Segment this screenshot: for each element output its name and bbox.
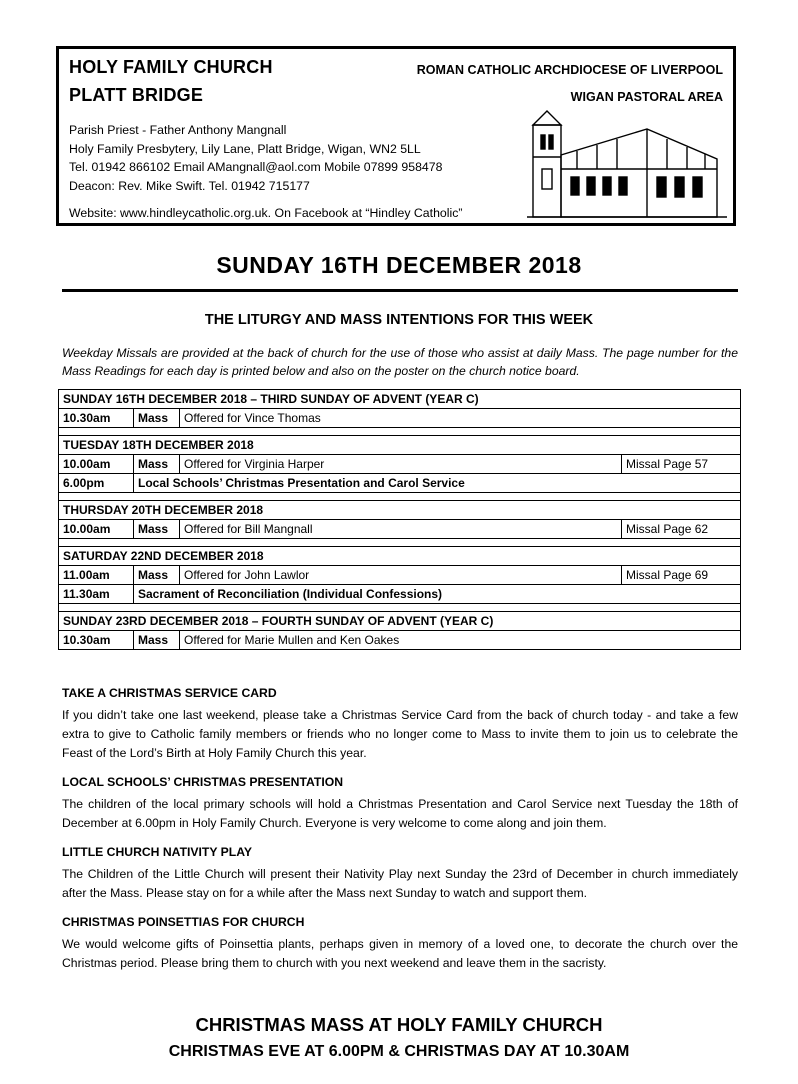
mass-intention: Offered for Vince Thomas [180, 409, 741, 428]
table-row [59, 501, 741, 520]
service-type: Mass [134, 455, 180, 474]
notice-title: CHRISTMAS POINSETTIAS FOR CHURCH [62, 915, 305, 929]
church-location: PLATT BRIDGE [69, 85, 204, 105]
title-divider [62, 289, 738, 292]
notice-title: TAKE A CHRISTMAS SERVICE CARD [62, 686, 277, 700]
event-time: 11.30am [59, 585, 134, 604]
church-name: HOLY FAMILY CHURCH [69, 57, 273, 77]
notice-body: The children of the local primary schools will hold a Christmas Presentation and Carol Service next Tuesday the 18th of December at 6.00pm in Holy Family Church. Everyone is very welcome to come along and join them. [62, 797, 738, 830]
day-heading: SUNDAY 23RD DECEMBER 2018 – FOURTH SUNDAY OF ADVENT (YEAR C) [59, 612, 741, 631]
table-row [59, 455, 741, 474]
christmas-mass-times: CHRISTMAS EVE AT 6.00PM & CHRISTMAS DAY AT 10.30AM [168, 1043, 630, 1060]
presbytery-address: Holy Family Presbytery, Lily Lane, Platt Bridge, Wigan, WN2 5LL [69, 141, 421, 156]
mass-time: 10.00am [59, 520, 134, 539]
notice-body: If you didn’t take one last weekend, please take a Christmas Service Card from the back of church today - and take a few extra to give to Catholic family members or friends who no longer come to Mass to invite them to join us to celebrate the Feast of the Lord’s Birth at Holy Family Church this year. [62, 708, 738, 760]
day-heading: SATURDAY 22ND DECEMBER 2018 [59, 547, 741, 566]
bulletin-date-title: SUNDAY 16TH DECEMBER 2018 [216, 252, 582, 278]
mass-intention: Offered for Bill Mangnall [180, 520, 622, 539]
deacon: Deacon: Rev. Mike Swift. Tel. 01942 715177 [69, 178, 310, 193]
notice-body: We would welcome gifts of Poinsettia plants, perhaps given in memory of a loved one, to decorate the church over the Christmas period. Please bring them to church with you next weekend and leave them in the sacristy. [62, 937, 738, 970]
table-row [59, 612, 741, 631]
diocese-name: ROMAN CATHOLIC ARCHDIOCESE OF LIVERPOOL [416, 63, 723, 77]
notice-schools-presentation [62, 775, 738, 833]
day-heading: SUNDAY 16TH DECEMBER 2018 – THIRD SUNDAY OF ADVENT (YEAR C) [59, 390, 741, 409]
service-type: Mass [134, 566, 180, 585]
website-line: Website: www.hindleycatholic.org.uk. On Facebook at “Hindley Catholic” [69, 206, 463, 220]
table-spacer [59, 539, 741, 547]
table-row [59, 409, 741, 428]
table-spacer [59, 604, 741, 612]
missal-page: Missal Page 62 [622, 520, 741, 539]
service-type: Mass [134, 631, 180, 650]
notice-title: LITTLE CHURCH NATIVITY PLAY [62, 845, 253, 859]
notice-title: LOCAL SCHOOLS’ CHRISTMAS PRESENTATION [62, 775, 344, 789]
event-time: 6.00pm [59, 474, 134, 493]
table-row [59, 631, 741, 650]
mass-intention: Offered for John Lawlor [180, 566, 622, 585]
liturgy-heading: THE LITURGY AND MASS INTENTIONS FOR THIS WEEK [204, 312, 594, 328]
mass-time: 10.00am [59, 455, 134, 474]
mass-schedule-table [58, 389, 741, 650]
service-type: Mass [134, 520, 180, 539]
mass-time: 10.30am [59, 409, 134, 428]
mass-time: 11.00am [59, 566, 134, 585]
table-row [59, 474, 741, 493]
notice-christmas-card [62, 686, 738, 763]
table-spacer [59, 493, 741, 501]
table-row [59, 547, 741, 566]
event-description: Sacrament of Reconciliation (Individual Confessions) [134, 585, 741, 604]
contact-block [69, 121, 442, 195]
table-row [59, 436, 741, 455]
notice-nativity-play [62, 845, 738, 903]
mass-intention: Offered for Marie Mullen and Ken Oakes [180, 631, 741, 650]
table-row [59, 390, 741, 409]
church-drawing-icon [527, 107, 727, 219]
service-type: Mass [134, 409, 180, 428]
pastoral-area: WIGAN PASTORAL AREA [570, 90, 723, 104]
mass-time: 10.30am [59, 631, 134, 650]
notice-body: The Children of the Little Church will present their Nativity Play next Sunday the 23rd of December in church immediately after the Mass. Please stay on for a while after the Mass next Sunday to watch and support them. [62, 867, 738, 900]
day-heading: THURSDAY 20TH DECEMBER 2018 [59, 501, 741, 520]
table-row [59, 585, 741, 604]
notices-section [62, 686, 738, 985]
christmas-mass-heading: CHRISTMAS MASS AT HOLY FAMILY CHURCH [195, 1014, 603, 1035]
missal-intro: Weekday Missals are provided at the back of church for the use of those who assist at daily Mass. The page number for the Mass Readings for each day is printed below and also on the poster on the church notice board. [62, 346, 738, 378]
notice-poinsettias [62, 915, 738, 973]
contact-details: Tel. 01942 866102 Email AMangnall@aol.com Mobile 07899 958478 [69, 160, 443, 174]
table-row [59, 520, 741, 539]
missal-page: Missal Page 69 [622, 566, 741, 585]
table-spacer [59, 428, 741, 436]
event-description: Local Schools’ Christmas Presentation and Carol Service [134, 474, 741, 493]
mass-intention: Offered for Virginia Harper [180, 455, 622, 474]
missal-page: Missal Page 57 [622, 455, 741, 474]
parish-header [56, 46, 736, 226]
day-heading: TUESDAY 18TH DECEMBER 2018 [59, 436, 741, 455]
parish-priest: Parish Priest - Father Anthony Mangnall [69, 123, 287, 137]
table-row [59, 566, 741, 585]
